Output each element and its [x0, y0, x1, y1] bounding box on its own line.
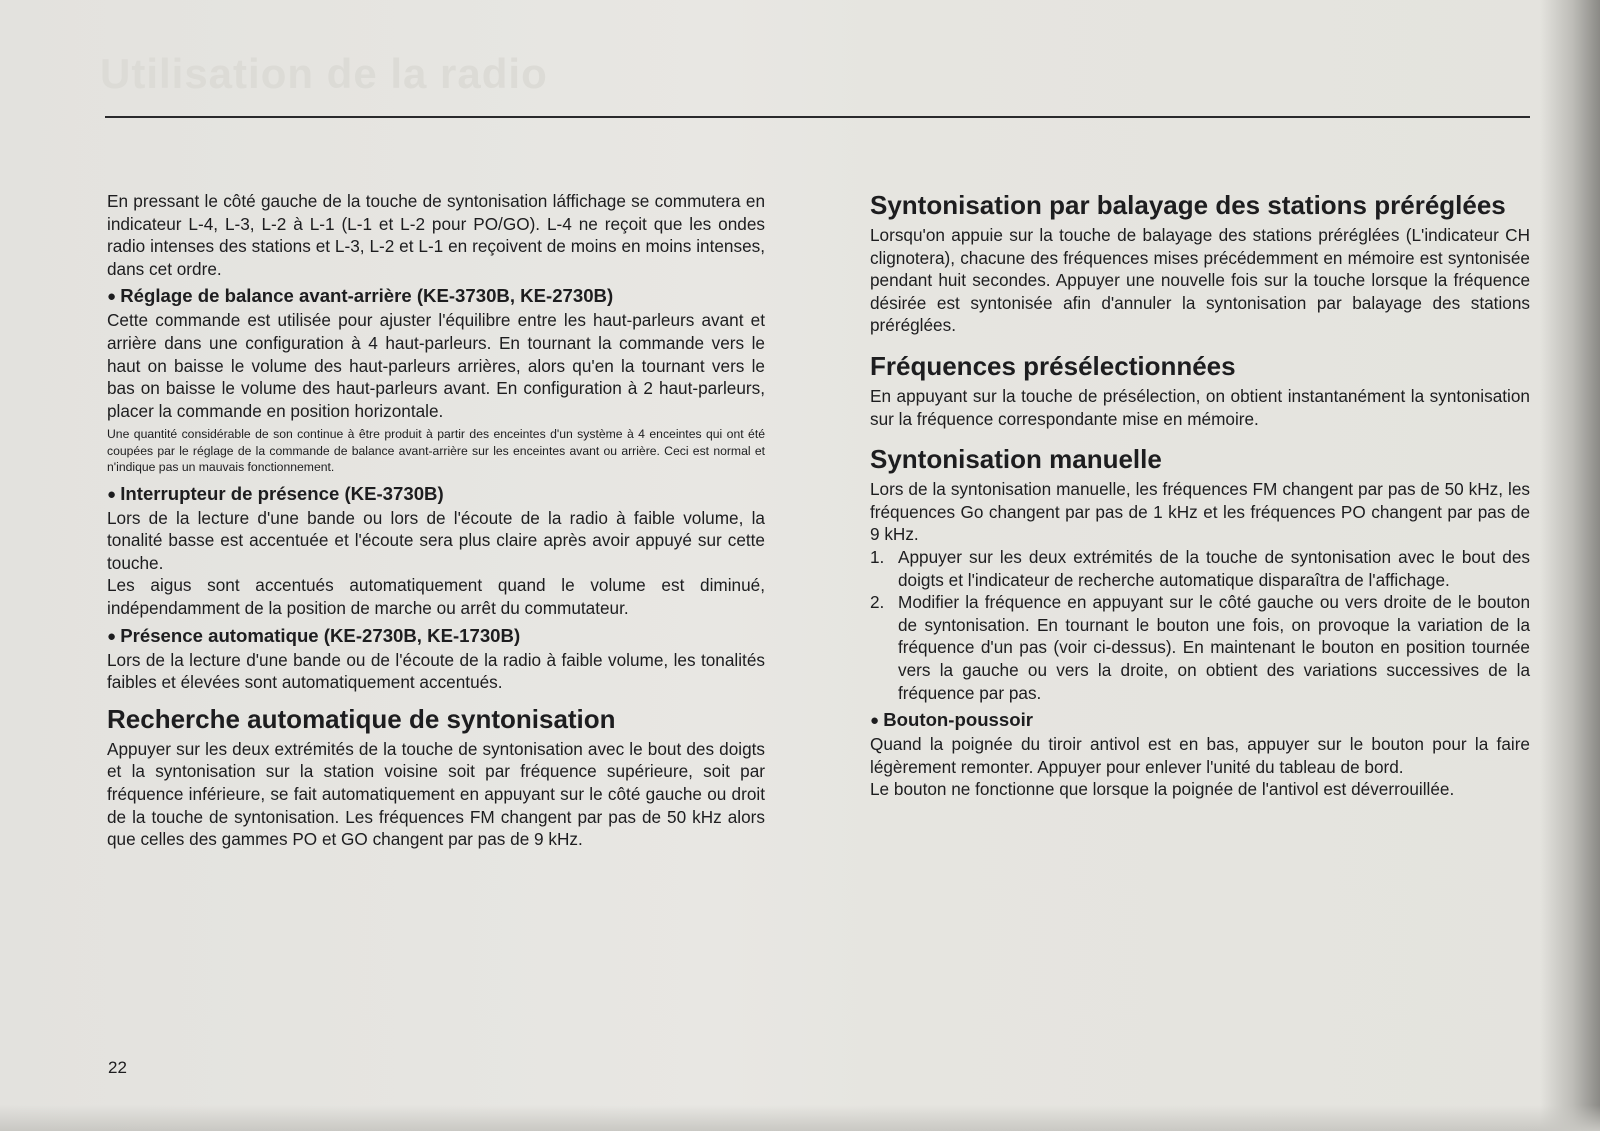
balance-note: Une quantité considérable de son continue à être produit à partir des enceintes d'un système à 4 enceintes qui ont été coupées par le réglage de la commande de balance avant-arrière sur les enceintes avant ou arrière. Ceci est normal et n'indique pas un mauvais fonctionnement.: [107, 427, 765, 475]
preset-heading: Fréquences présélectionnées: [870, 350, 1236, 381]
page-number: 22: [108, 1058, 127, 1077]
list-item: [870, 546, 1530, 591]
step-number: 2.: [870, 592, 885, 613]
list-item: [870, 591, 1530, 704]
step-text: Modifier la fréquence en appuyant sur le côté gauche ou vers droite de le bouton de syntonisation. En tournant le bouton une fois, on provoque la variation de la fréquence d'un pas (voir ci-dessus). En maintenant le bouton en position tournée vers la gauche ou vers la droite, on obtient des variations successives de la fréquence par pas.: [898, 592, 1530, 703]
scan-heading: Syntonisation par balayage des stations préréglées: [870, 190, 1506, 220]
right-column: [870, 190, 1530, 801]
intro-paragraph: En pressant le côté gauche de la touche de syntonisation láffichage se commutera en indicateur L-4, L-3, L-2 à L-1 (L-1 et L-2 pour PO/GO). L-4 ne reçoit que les ondes radio intenses des stations et L-3, L-2 et L-1 en reçoivent de moins en moins intenses, dans cet ordre.: [107, 191, 765, 279]
scan-paragraph: Lorsqu'on appuie sur la touche de balayage des stations préréglées (L'indicateur CH clignotera), chacune des fréquences mises précédemment en mémoire est syntonisée pendant huit secondes. Appuyer une nouvelle fois sur la touche lorsque la fréquence désirée est syntonisée afin d'annuler la syntonisation par balayage des stations préréglées.: [870, 225, 1530, 336]
manual-steps-list: [870, 546, 1530, 704]
auto-presence-heading: ● Présence automatique (KE-2730B, KE-1730B): [107, 624, 765, 649]
push-button-heading: ● Bouton-poussoir: [870, 708, 1530, 733]
presence-paragraph-2: Les aigus sont accentués automatiquement quand le volume est diminué, indépendamment de la position de marche ou arrêt du commutateur.: [107, 575, 765, 618]
page-bottom-shadow: [0, 1105, 1600, 1131]
presence-heading: ● Interrupteur de présence (KE-3730B): [107, 482, 765, 507]
step-text: Appuyer sur les deux extrémités de la touche de syntonisation avec le bout des doigts et l'indicateur de recherche automatique disparaîtra de l'affichage.: [898, 546, 1530, 590]
balance-paragraph: Cette commande est utilisée pour ajuster l'équilibre entre les haut-parleurs avant et arrière dans une configuration à 4 haut-parleurs. En tournant la commande vers le haut on baisse le volume des haut-parleurs arrières, alors qu'en la tournant vers le bas on baisse le volume des haut-parleurs avant. En configuration à 2 haut-parleurs, placer la commande en position horizontale.: [107, 310, 765, 421]
manual-heading: Syntonisation manuelle: [870, 444, 1162, 475]
header-rule: [105, 116, 1530, 118]
auto-presence-paragraph: Lors de la lecture d'une bande ou de l'écoute de la radio à faible volume, les tonalités faibles et élevées sont automatiquement accentués.: [107, 649, 765, 693]
left-column: [107, 190, 765, 851]
balance-heading: ● Réglage de balance avant-arrière (KE-3730B, KE-2730B): [107, 284, 765, 309]
preset-paragraph: En appuyant sur la touche de présélection, on obtient instantanément la syntonisation sur la fréquence correspondante mise en mémoire.: [870, 385, 1530, 429]
search-paragraph: Appuyer sur les deux extrémités de la touche de syntonisation avec le bout des doigts et la syntonisation sur la station voisine soit par fréquence supérieure, soit par fréquence inférieure, se fait automatiquement en appuyant sur le côté gauche ou droit de la touche de syntonisation. Les fréquences FM changent par pas de 50 kHz alors que celles des gammes PO et GO changent par pas de 9 kHz.: [107, 738, 765, 850]
page-edge-shadow: [1540, 0, 1600, 1131]
push-button-paragraph-2: Le bouton ne fonctionne que lorsque la poignée de l'antivol est déverrouillée.: [870, 779, 1455, 800]
search-heading: Recherche automatique de syntonisation: [107, 703, 616, 734]
step-number: 1.: [870, 546, 885, 567]
presence-paragraph-1: Lors de la lecture d'une bande ou lors de l'écoute de la radio à faible volume, la tonalité basse est accentuée et l'écoute sera plus claire après avoir appuyé sur cette touche.: [107, 507, 765, 573]
manual-paragraph: Lors de la syntonisation manuelle, les fréquences FM changent par pas de 50 kHz, les fréquences Go changent par pas de 1 kHz et les fréquences PO changent par pas de 9 kHz.: [870, 479, 1530, 545]
push-button-paragraph-1: Quand la poignée du tiroir antivol est en bas, appuyer sur le bouton pour la faire légèrement remonter. Appuyer pour enlever l'unité du tableau de bord.: [870, 734, 1530, 777]
show-through-title: Utilisation de la radio: [100, 50, 548, 97]
